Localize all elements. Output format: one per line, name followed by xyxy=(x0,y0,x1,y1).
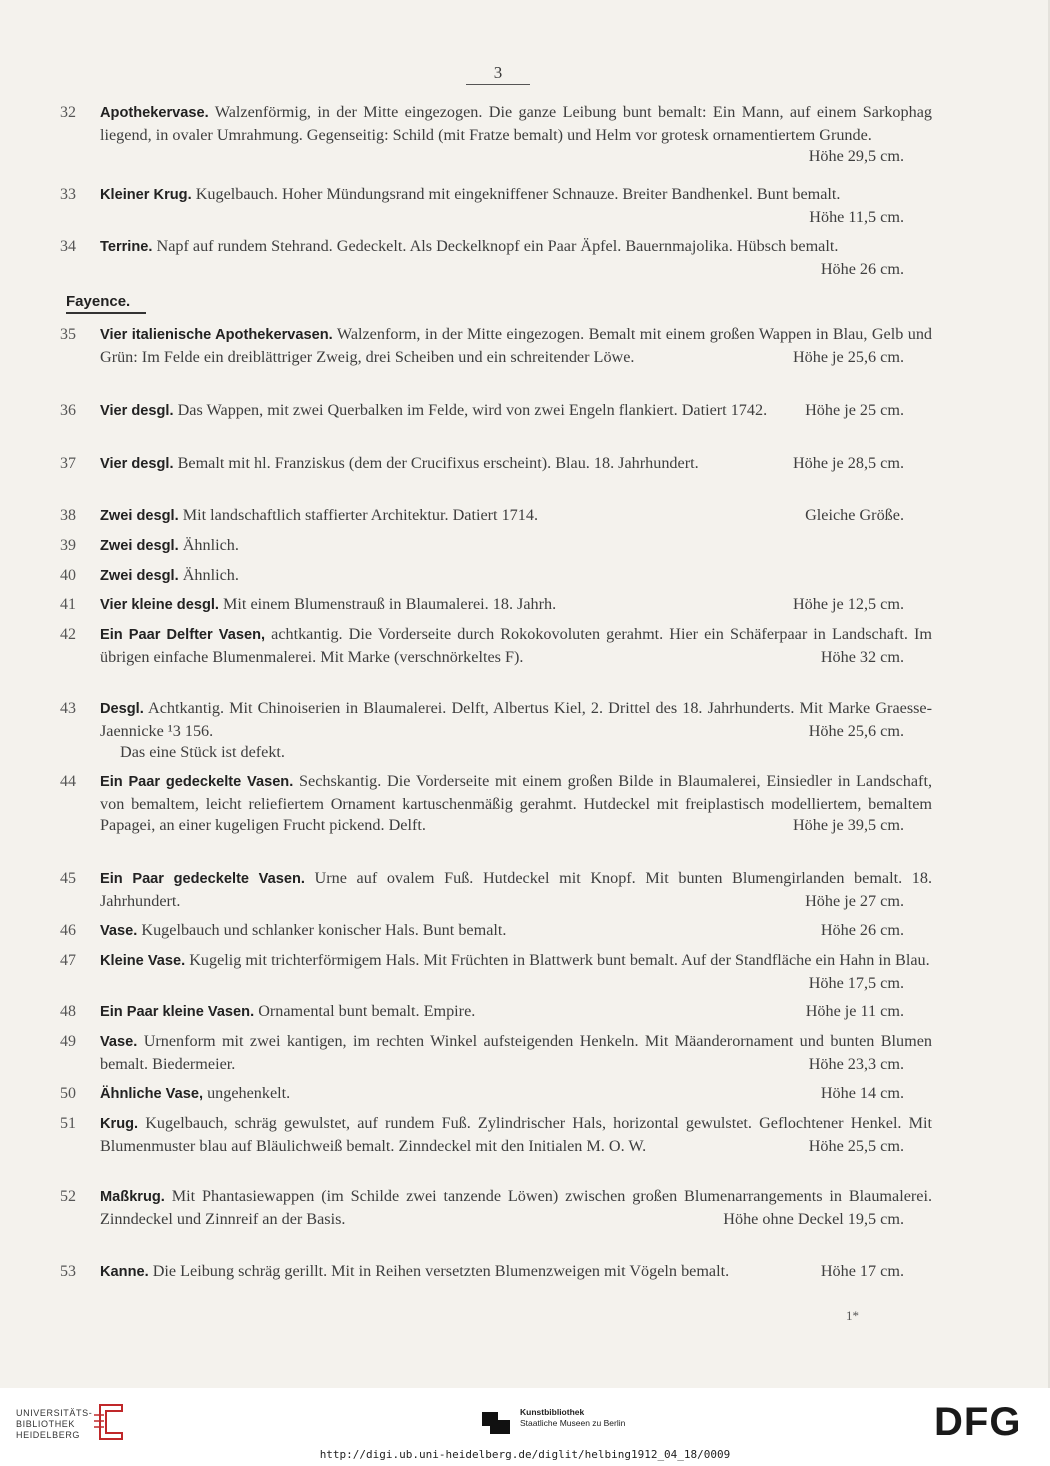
entry-text: Ähnlich. xyxy=(178,566,239,584)
entry-text: Urne auf ovalem Fuß. Hutdeckel mit Knopf. Mit bunten Blumengirlanden bemalt. 18. Jahrhundert. xyxy=(100,869,933,910)
entry-number: 39 xyxy=(60,537,76,554)
catalog-entry xyxy=(60,868,933,912)
entry-text: Walzenförmig, in der Mitte eingezogen. Die ganze Leibung bunt bemalt: Ein Mann, auf einem Sarkophag liegend, in ovaler Umrahmung. Gegenseitig: Schild (mit Fratze bemalt) und Helm vor grotesk ornamentiertem Grunde. xyxy=(100,103,932,144)
catalog-entry xyxy=(60,1031,932,1075)
entry-measure: Höhe 32 cm. xyxy=(820,647,904,666)
entry-note: Das eine Stück ist defekt. xyxy=(120,743,285,761)
dfg-logo[interactable]: DFG xyxy=(934,1400,1022,1444)
entry-text: Kugelig mit trichterförmigem Hals. Mit Früchten in Blattwerk bunt bemalt. Auf der Standfläche ein Hahn in Blau. xyxy=(185,951,930,969)
catalog-entry xyxy=(60,184,932,228)
catalog-entry xyxy=(60,453,932,476)
entry-number: 46 xyxy=(60,922,76,939)
entry-number: 42 xyxy=(60,626,76,643)
catalog-entry xyxy=(60,535,932,558)
catalog-entry xyxy=(60,920,932,943)
footer xyxy=(0,1388,1050,1466)
catalog-entry xyxy=(60,102,932,168)
catalog-entry xyxy=(60,1113,932,1157)
entry-measure: Höhe 29,5 cm. xyxy=(808,147,904,165)
entry-title: Desgl. xyxy=(100,701,144,717)
entry-measure: Höhe je 25 cm. xyxy=(805,401,904,419)
entry-number: 34 xyxy=(60,238,76,255)
entry-measure: Höhe 23,3 cm. xyxy=(808,1054,904,1073)
entry-measure: Höhe 14 cm. xyxy=(820,1084,904,1102)
entry-title: Zwei desgl. xyxy=(100,538,179,554)
entry-number: 50 xyxy=(60,1085,76,1102)
entry-measure: Höhe 26 cm. xyxy=(820,921,904,939)
entry-measure: Höhe je 27 cm. xyxy=(805,891,904,910)
entry-number: 53 xyxy=(60,1263,76,1280)
entry-number: 40 xyxy=(60,567,76,584)
catalog-entry xyxy=(60,324,933,368)
entry-number: 45 xyxy=(60,870,76,887)
entry-title: Maßkrug. xyxy=(100,1189,165,1205)
entry-title: Vier desgl. xyxy=(100,403,174,419)
entry-title: Krug. xyxy=(100,1116,139,1132)
section-heading: Fayence. xyxy=(66,292,146,314)
entry-measure: Höhe je 12,5 cm. xyxy=(792,595,904,613)
catalog-entry xyxy=(60,624,932,668)
entry-title: Vier desgl. xyxy=(100,456,174,472)
entry-text: Sechskantig. Die Vorderseite mit einem großen Bilde in Blaumalerei, Einsiedler in Landschaft, von bemaltem, leicht reliefiertem Ornament kartuschenmäßig gerahmt. Hutdeckel mit freiplastisch modelliertem, bemaltem Papagei, an einer kugeligen Frucht pickend. Delft. xyxy=(100,772,932,834)
catalog-entry xyxy=(60,950,932,994)
entry-number: 35 xyxy=(60,326,76,343)
entry-title: Kleiner Krug. xyxy=(100,187,192,203)
kunstbibliothek-logo-icon xyxy=(480,1406,512,1436)
entry-text: Das Wappen, mit zwei Querbalken im Felde, wird von zwei Engeln flankiert. Datiert 1742. xyxy=(173,401,768,419)
catalog-entry xyxy=(60,698,932,764)
entry-text: Mit landschaftlich staffierter Architektur. Datiert 1714. xyxy=(178,506,538,524)
entry-title: Vase. xyxy=(100,1034,138,1050)
entry-measure: Höhe je 11 cm. xyxy=(805,1002,904,1020)
entry-title: Ein Paar gedeckelte Vasen. xyxy=(100,871,305,887)
entry-measure: Höhe 25,6 cm. xyxy=(808,721,904,740)
entry-text: achtkantig. Die Vorderseite durch Rokokovoluten gerahmt. Hier ein Schäferpaar in Landschaft. Im übrigen einfache Blumenmalerei. Mit Marke (verschnörkeltes F). xyxy=(100,625,932,666)
permalink-url[interactable]: http://digi.ub.uni-heidelberg.de/diglit/helbing1912_04_18/0009 xyxy=(319,1448,731,1461)
uni-logo-line: HEIDELBERG xyxy=(16,1430,81,1440)
catalog-entry xyxy=(60,1001,932,1024)
entry-text: Ähnlich. xyxy=(178,536,239,554)
entry-title: Ein Paar Delfter Vasen, xyxy=(100,627,266,643)
entry-number: 44 xyxy=(60,773,76,790)
entry-title: Apothekervase. xyxy=(100,105,209,121)
entry-text: Walzenform, in der Mitte eingezogen. Bemalt mit einem großen Wappen in Blau, Gelb und Grün: Im Felde ein dreiblättriger Zweig, drei Scheiben und ein schreitender Löwe. xyxy=(100,325,933,366)
catalog-entry xyxy=(60,1186,932,1230)
uni-logo-line: BIBLIOTHEK xyxy=(16,1419,76,1429)
entry-title: Ein Paar gedeckelte Vasen. xyxy=(100,774,294,790)
entry-measure: Höhe je 39,5 cm. xyxy=(792,816,904,834)
entry-measure: Gleiche Größe. xyxy=(805,506,904,524)
entry-text: ungehenkelt. xyxy=(203,1084,291,1102)
entry-number: 38 xyxy=(60,507,76,524)
kb-title: Kunstbibliothek xyxy=(520,1407,585,1417)
entry-text: Urnenform mit zwei kantigen, im rechten Winkel aufsteigenden Henkeln. Mit Mäanderornament und bunten Blumen bemalt. Biedermeier. xyxy=(100,1032,932,1073)
entry-title: Vase. xyxy=(100,923,138,939)
entry-number: 43 xyxy=(60,700,76,717)
entry-text: Mit Phantasiewappen (im Schilde zwei tanzende Löwen) zwischen großen Blumenarrangements in Blaumalerei. Zinndeckel und Zinnreif an der Basis. xyxy=(100,1187,932,1228)
entry-measure: Höhe 26 cm. xyxy=(820,259,904,278)
entry-number: 37 xyxy=(60,455,76,472)
entry-title: Vier kleine desgl. xyxy=(100,597,219,613)
entry-text: Kugelbauch. Hoher Mündungsrand mit eingekniffener Schnauze. Breiter Bandhenkel. Bunt bemalt. xyxy=(191,185,841,203)
entry-title: Kleine Vase. xyxy=(100,953,186,969)
entry-title: Ähnliche Vase, xyxy=(100,1086,204,1102)
entry-text: Kugelbauch und schlanker konischer Hals. Bunt bemalt. xyxy=(137,921,507,939)
entry-number: 33 xyxy=(60,186,76,203)
entry-measure: Höhe 11,5 cm. xyxy=(809,207,904,226)
catalog-entry xyxy=(60,565,932,588)
entry-text: Achtkantig. Mit Chinoiserien in Blaumalerei. Delft, Albertus Kiel, 2. Drittel des 18. Jahrhunderts. Mit Marke Graesse-Jaennicke ¹3 156. xyxy=(100,699,932,740)
entry-measure: Höhe ohne Deckel 19,5 cm. xyxy=(723,1209,904,1228)
page-number: 3 xyxy=(466,62,530,85)
entry-number: 49 xyxy=(60,1033,76,1050)
catalog-entry xyxy=(60,236,932,280)
entry-title: Zwei desgl. xyxy=(100,568,179,584)
entry-number: 52 xyxy=(60,1188,76,1205)
entry-number: 32 xyxy=(60,104,76,121)
signature-mark: 1* xyxy=(846,1308,859,1323)
catalog-entry xyxy=(60,505,932,528)
entry-number: 41 xyxy=(60,596,76,613)
entry-measure: Höhe je 25,6 cm. xyxy=(792,347,904,366)
entry-title: Vier italienische Apothekervasen. xyxy=(100,327,333,343)
kunstbibliothek-logo[interactable] xyxy=(520,1407,625,1429)
entry-text: Ornamental bunt bemalt. Empire. xyxy=(254,1002,476,1020)
entry-text: Mit einem Blumenstrauß in Blaumalerei. 18. Jahrh. xyxy=(218,595,557,613)
entry-text: Die Leibung schräg gerillt. Mit in Reihen versetzten Blumenzweigen mit Vögeln bemalt. xyxy=(148,1262,730,1280)
university-library-logo[interactable] xyxy=(16,1408,92,1441)
entry-text: Bemalt mit hl. Franziskus (dem der Crucifixus erscheint). Blau. 18. Jahrhundert. xyxy=(173,454,699,472)
entry-text: Kugelbauch, schräg gewulstet, auf rundem Fuß. Zylindrischer Hals, horizontal gewulstet. Geflochtener Henkel. Mit Blumenmuster blau auf Bläulichweiß bemalt. Zinndeckel mit den Initialen M. O. W. xyxy=(100,1114,932,1155)
entry-title: Terrine. xyxy=(100,239,153,255)
entry-title: Zwei desgl. xyxy=(100,508,179,524)
entry-title: Ein Paar kleine Vasen. xyxy=(100,1004,255,1020)
catalog-entry xyxy=(60,594,932,617)
catalog-entry xyxy=(60,1261,932,1284)
kb-subtitle: Staatliche Museen zu Berlin xyxy=(520,1418,626,1428)
catalog-entry xyxy=(60,771,932,837)
entry-measure: Höhe 25,5 cm. xyxy=(808,1136,904,1155)
entry-measure: Höhe 17 cm. xyxy=(820,1262,904,1280)
entry-measure: Höhe je 28,5 cm. xyxy=(792,454,904,472)
university-emblem-icon xyxy=(92,1401,126,1443)
entry-number: 36 xyxy=(60,402,76,419)
catalog-entry xyxy=(60,1083,932,1106)
uni-logo-line: UNIVERSITÄTS- xyxy=(16,1408,93,1418)
entry-number: 48 xyxy=(60,1003,76,1020)
entry-measure: Höhe 17,5 cm. xyxy=(808,973,904,992)
entry-text: Napf auf rundem Stehrand. Gedeckelt. Als Deckelknopf ein Paar Äpfel. Bauernmajolika. Hübsch bemalt. xyxy=(152,237,839,255)
entry-number: 51 xyxy=(60,1115,76,1132)
entry-title: Kanne. xyxy=(100,1264,149,1280)
catalog-entry xyxy=(60,400,932,423)
entry-number: 47 xyxy=(60,952,76,969)
